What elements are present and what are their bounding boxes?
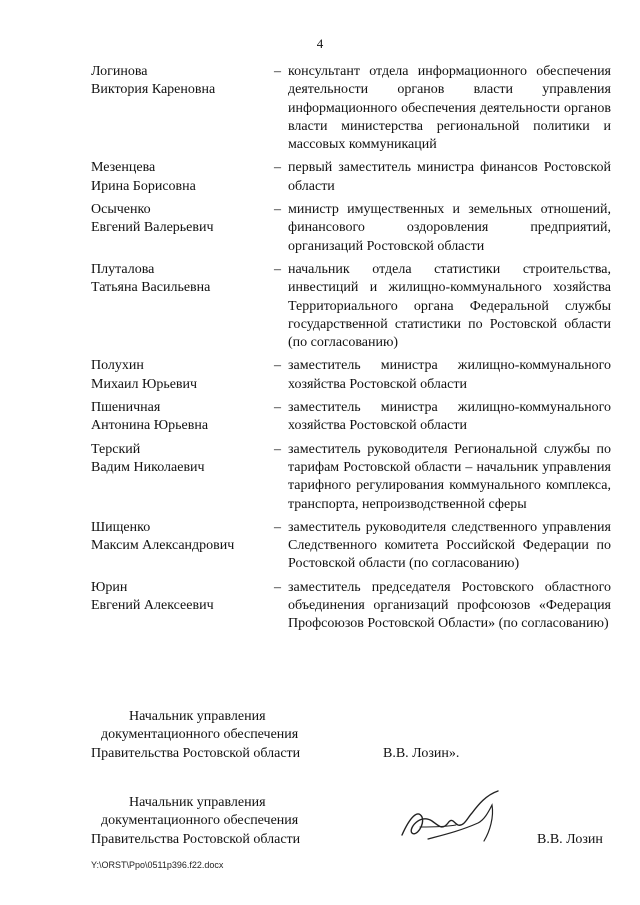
signer-title-line-2: документационного обеспечения — [101, 813, 299, 829]
member-name — [91, 201, 274, 256]
member-name — [91, 159, 274, 196]
signature-block-closing — [91, 708, 621, 763]
signer-name: В.В. Лозин — [537, 831, 603, 847]
handwritten-signature — [398, 787, 508, 849]
signer-title-line-3: Правительства Ростовской области — [91, 745, 301, 761]
member-row — [91, 441, 611, 514]
signer-name: В.В. Лозин». — [383, 745, 460, 761]
signer-title-line-1: Начальник управления — [129, 795, 266, 810]
dash-separator: – — [274, 261, 281, 277]
dash-separator: – — [274, 202, 281, 218]
member-name — [91, 63, 274, 154]
member-given-names: Евгений Алексеевич — [91, 598, 214, 614]
member-position: заместитель руководителя следственного управления Следственного комитета Российской Федерации по Ростовской области (по согласованию) — [288, 519, 611, 572]
member-position: консультант отдела информационного обеспечения деятельности органов власти управления информационного обеспечения деятельности органов власти министерства региональной политики и массовых коммуникаций — [288, 64, 611, 153]
member-given-names: Ирина Борисовна — [91, 178, 196, 194]
member-row — [91, 357, 611, 394]
member-row — [91, 399, 611, 436]
member-given-names: Антонина Юрьевна — [91, 418, 209, 434]
member-surname: Осыченко — [91, 202, 151, 218]
member-surname: Шищенко — [91, 519, 151, 535]
member-list — [91, 63, 611, 639]
member-row — [91, 159, 611, 196]
signer-title-line-3: Правительства Ростовской области — [91, 831, 301, 847]
member-given-names: Вадим Николаевич — [91, 459, 205, 475]
member-row — [91, 261, 611, 352]
file-path: Y:\ORST\Ppo\0511p396.f22.docx — [91, 860, 224, 870]
member-row — [91, 579, 611, 634]
member-position: заместитель руководителя Региональной службы по тарифам Ростовской области – начальник управления тарифного регулирования коммунального комплекса, транспорта, непроизводственной сферы — [288, 441, 611, 512]
page-number: 4 — [316, 36, 324, 51]
dash-separator: – — [274, 400, 281, 416]
dash-separator: – — [274, 160, 281, 176]
member-name — [91, 579, 274, 634]
member-row — [91, 519, 611, 574]
member-surname: Плуталова — [91, 261, 155, 277]
member-given-names: Татьяна Васильевна — [91, 280, 211, 296]
member-name — [91, 519, 274, 574]
member-surname: Пшеничная — [91, 400, 161, 416]
member-given-names: Максим Александрович — [91, 538, 235, 554]
member-surname: Логинова — [91, 64, 148, 79]
member-surname: Терский — [91, 441, 141, 457]
member-row — [91, 201, 611, 256]
dash-separator: – — [274, 64, 281, 79]
member-position: начальник отдела статистики строительства, инвестиций и жилищно-коммунального хозяйства Территориального органа Федеральной службы государственной статистики по Ростовской области (по согласованию) — [288, 261, 611, 351]
signer-title-line-2: документационного обеспечения — [101, 727, 299, 743]
member-name — [91, 261, 274, 352]
member-name — [91, 441, 274, 514]
member-given-names: Виктория Кареновна — [91, 82, 216, 98]
member-given-names: Евгений Валерьевич — [91, 220, 214, 236]
dash-separator: – — [274, 358, 281, 374]
member-surname: Мезенцева — [91, 160, 156, 176]
member-position: заместитель министра жилищно-коммунального хозяйства Ростовской области — [288, 400, 611, 434]
dash-separator: – — [274, 441, 281, 457]
member-position: заместитель председателя Ростовского областного объединения организаций профсоюзов «Федерация Профсоюзов Ростовской Области» (по согласованию) — [288, 579, 611, 632]
member-name — [91, 399, 274, 436]
member-surname: Полухин — [91, 358, 144, 374]
member-name — [91, 357, 274, 394]
member-row — [91, 63, 611, 154]
signer-title-line-1: Начальник управления — [129, 709, 266, 724]
member-surname: Юрин — [91, 579, 128, 595]
member-position: первый заместитель министра финансов Ростовской области — [288, 160, 611, 194]
member-position: заместитель министра жилищно-коммунального хозяйства Ростовской области — [288, 358, 611, 392]
dash-separator: – — [274, 579, 281, 595]
member-position: министр имущественных и земельных отношений, финансового оздоровления предприятий, организаций Ростовской области — [288, 202, 611, 254]
signature-block-final — [91, 794, 621, 849]
member-given-names: Михаил Юрьевич — [91, 376, 198, 392]
dash-separator: – — [274, 519, 281, 535]
